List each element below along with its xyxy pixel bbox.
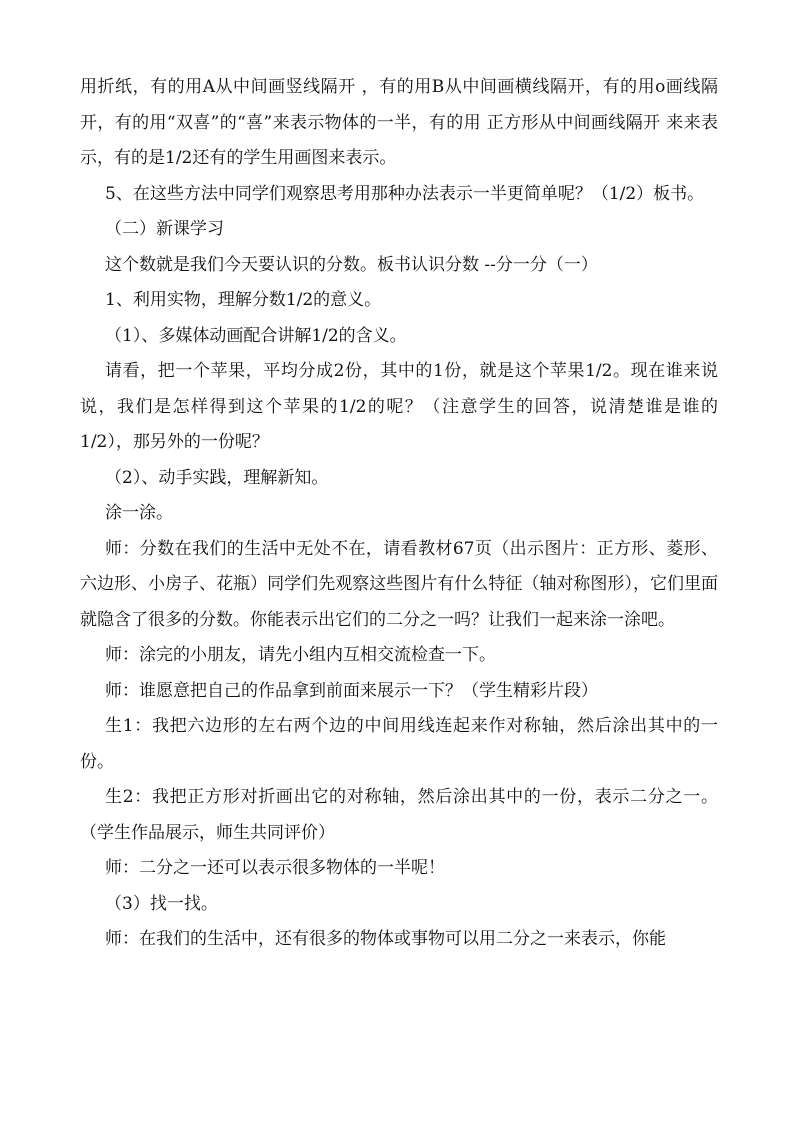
paragraph-step-1: 1、利用实物，理解分数1/2的意义。 [105, 290, 382, 310]
paragraph-introduce-fraction: 这个数就是我们今天要认识的分数。板书认识分数 --分一分（一） [105, 254, 598, 275]
paragraph-teacher-showcase: 师：谁愿意把自己的作品拿到前面来展示一下？（学生精彩片段） [105, 680, 598, 701]
paragraph-teacher-half: 师：二分之一还可以表示很多物体的一半呢！ [105, 858, 445, 878]
paragraph-teacher-life: 师：在我们的生活中，还有很多的物体或事物可以用二分之一来表示，你能 [105, 929, 666, 949]
paragraph-teacher-check: 师：涂完的小朋友，请先小组内互相交流检查一下。 [105, 645, 496, 665]
paragraph-substep-2: （2）、动手实践，理解新知。 [105, 467, 329, 488]
section-heading-new-lesson: （二）新课学习 [105, 219, 224, 239]
paragraph-teacher-textbook: 师：分数在我们的生活中无处不在，请看教材67页（出示图片：正方形、菱形、六边形、小房子、花瓶）同学们先观察这些图片有什么特征（轴对称图形），它们里面就隐含了很多的分数。你能表示出它们的二分之一吗？让我们一起来涂一涂吧。 [80, 538, 718, 630]
paragraph-methods-continued: 用折纸，有的用A从中间画竖线隔开 ，有的用B从中间画横线隔开，有的用o画线隔开，有的用“双喜”的“喜”来表示物体的一半，有的用 正方形从中间画线隔开 来来表示，有的是1/2还有的学生用画图来表示。 [80, 77, 718, 168]
paragraph-substep-3: （3）找一找。 [105, 893, 218, 914]
paragraph-apple-explanation: 请看，把一个苹果，平均分成2份，其中的1份，就是这个苹果1/2。现在谁来说说，我们是怎样得到这个苹果的1/2的呢？（注意学生的回答，说清楚谁是谁的1/2），那另外的一份呢？ [80, 361, 718, 452]
paragraph-coloring: 涂一涂。 [105, 503, 173, 523]
paragraph-step-5: 5、在这些方法中同学们观察思考用那种办法表示一半更简单呢？（1/2）板书。 [105, 183, 705, 204]
paragraph-student-1: 生1：我把六边形的左右两个边的中间用线连起来作对称轴，然后涂出其中的一份。 [80, 716, 718, 772]
document-body [80, 70, 718, 958]
paragraph-substep-1: （1）、多媒体动画配合讲解1/2的含义。 [105, 325, 407, 346]
paragraph-student-2: 生2：我把正方形对折画出它的对称轴，然后涂出其中的一份，表示二分之一。（学生作品展示，师生共同评价） [80, 787, 718, 843]
